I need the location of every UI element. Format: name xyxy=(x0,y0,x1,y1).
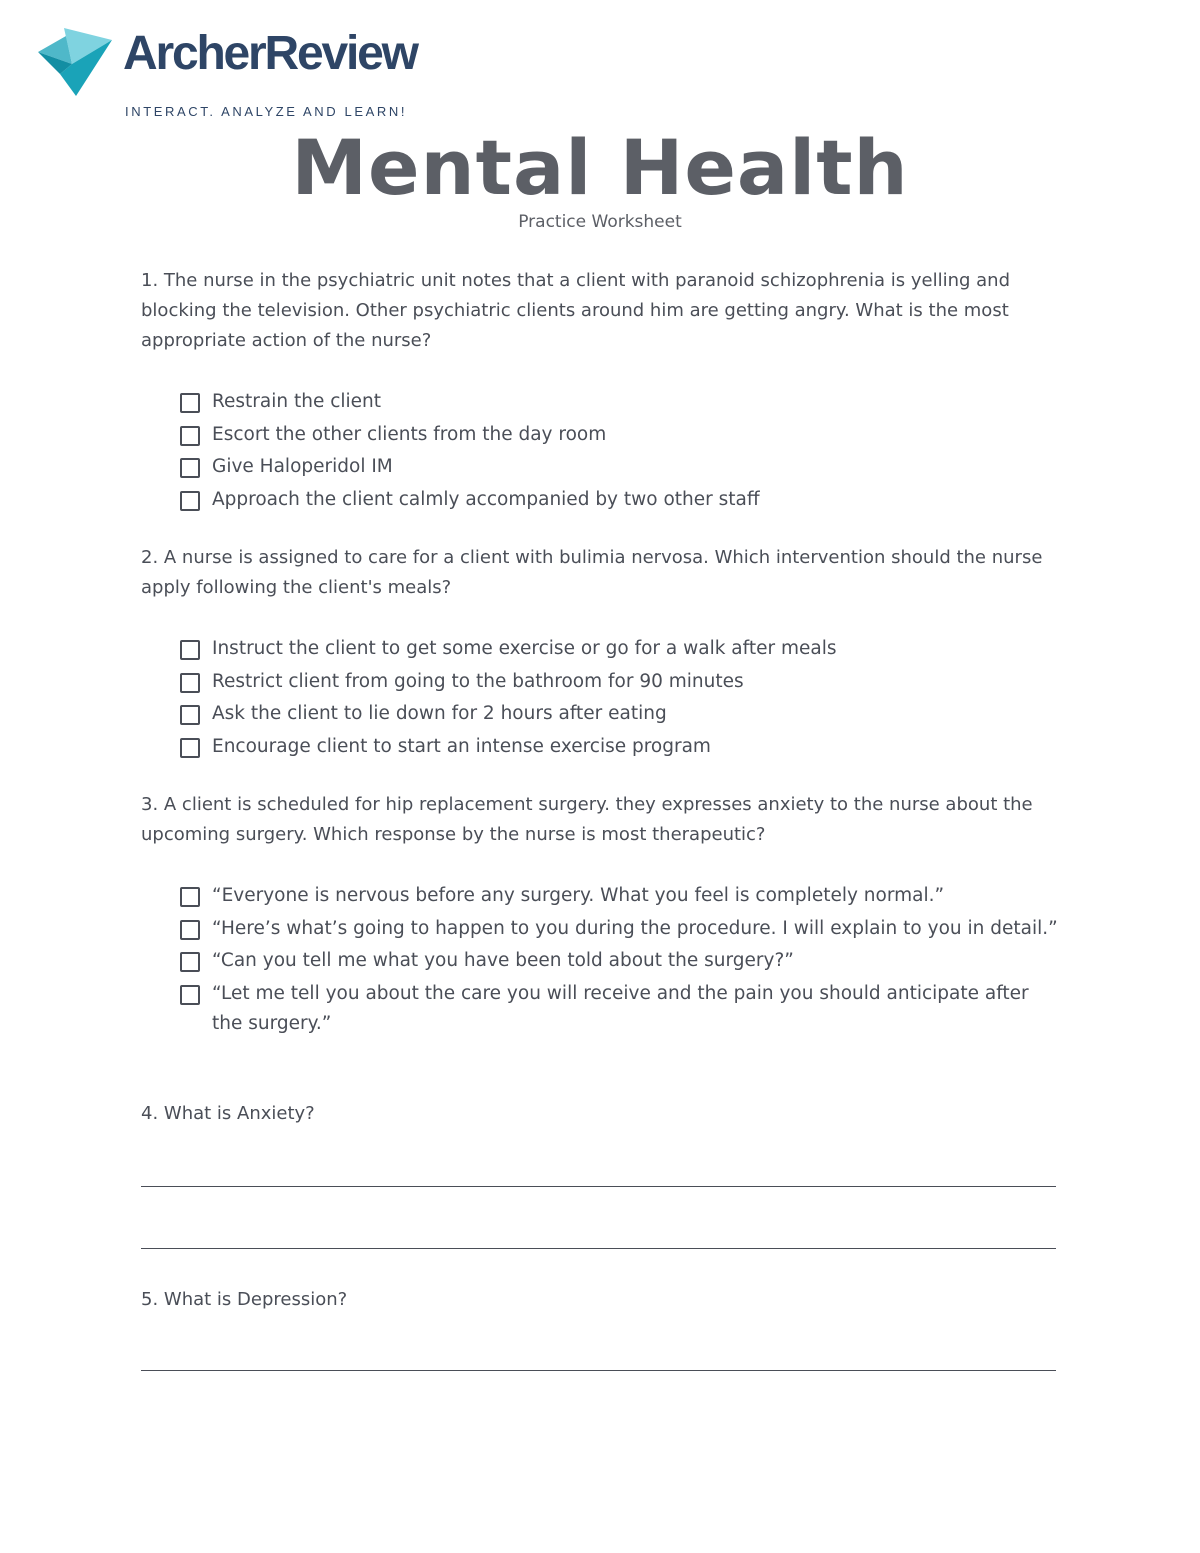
option-label: Approach the client calmly accompanied by two other staff xyxy=(212,488,760,510)
brand-logo xyxy=(36,24,456,119)
option-label: “Let me tell you about the care you will receive and the pain you should anticipate after the surgery.” xyxy=(212,982,1029,1034)
option-label: Give Haloperidol IM xyxy=(212,456,393,477)
option-label: Encourage client to start an intense exercise program xyxy=(212,735,711,757)
option-q1-a[interactable] xyxy=(178,387,1058,417)
question-5: 5. What is Depression? xyxy=(141,1289,348,1310)
options-q1 xyxy=(178,387,1058,517)
option-label: Ask the client to lie down for 2 hours after eating xyxy=(212,703,667,724)
option-q1-d[interactable] xyxy=(178,485,1058,515)
checkbox[interactable] xyxy=(180,705,200,725)
brand-name: ArcherReview xyxy=(123,27,417,80)
checkbox[interactable] xyxy=(180,393,200,413)
arrow-wing-icon xyxy=(36,26,114,98)
options-q2 xyxy=(178,634,1058,764)
option-label: Restrict client from going to the bathroom for 90 minutes xyxy=(212,670,744,692)
checkbox[interactable] xyxy=(180,640,200,660)
answer-line[interactable] xyxy=(141,1186,1056,1187)
options-q3 xyxy=(178,881,1058,1041)
option-label: “Can you tell me what you have been told about the surgery?” xyxy=(212,950,794,971)
question-4: 4. What is Anxiety? xyxy=(141,1103,315,1124)
option-q3-a[interactable] xyxy=(178,881,1058,911)
option-q2-c[interactable] xyxy=(178,699,1058,729)
option-q2-b[interactable] xyxy=(178,667,1058,697)
checkbox[interactable] xyxy=(180,985,200,1005)
checkbox[interactable] xyxy=(180,738,200,758)
checkbox[interactable] xyxy=(180,887,200,907)
question-1: 1. The nurse in the psychiatric unit notes that a client with paranoid schizophrenia is yelling and blocking the television. Other psychiatric clients around him are getting angry. What is the most appropriate action of the nurse? xyxy=(141,270,1011,351)
question-2: 2. A nurse is assigned to care for a client with bulimia nervosa. Which intervention should the nurse apply following the client's meals? xyxy=(141,547,1043,598)
option-label: “Here’s what’s going to happen to you during the procedure. I will explain to you in detail.” xyxy=(212,917,1058,939)
checkbox[interactable] xyxy=(180,458,200,478)
option-q2-a[interactable] xyxy=(178,634,1058,664)
option-q2-d[interactable] xyxy=(178,732,1058,762)
answer-line[interactable] xyxy=(141,1248,1056,1249)
option-q3-b[interactable] xyxy=(178,914,1058,944)
answer-line[interactable] xyxy=(141,1370,1056,1371)
question-3: 3. A client is scheduled for hip replacement surgery. they expresses anxiety to the nurse about the upcoming surgery. Which response by the nurse is most therapeutic? xyxy=(141,794,1033,845)
checkbox[interactable] xyxy=(180,673,200,693)
option-label: Escort the other clients from the day room xyxy=(212,423,607,445)
checkbox[interactable] xyxy=(180,491,200,511)
checkbox[interactable] xyxy=(180,920,200,940)
checkbox[interactable] xyxy=(180,426,200,446)
option-label: Restrain the client xyxy=(212,391,382,412)
option-q3-d[interactable] xyxy=(178,979,1058,1039)
checkbox[interactable] xyxy=(180,952,200,972)
option-label: Instruct the client to get some exercise or go for a walk after meals xyxy=(212,638,837,659)
option-label: “Everyone is nervous before any surgery. What you feel is completely normal.” xyxy=(212,885,945,906)
option-q1-b[interactable] xyxy=(178,420,1058,450)
option-q3-c[interactable] xyxy=(178,946,1058,976)
page-title: Mental Health xyxy=(291,123,909,212)
page-subtitle: Practice Worksheet xyxy=(518,212,682,232)
option-q1-c[interactable] xyxy=(178,452,1058,482)
brand-tagline: INTERACT. ANALYZE AND LEARN! xyxy=(125,104,408,119)
